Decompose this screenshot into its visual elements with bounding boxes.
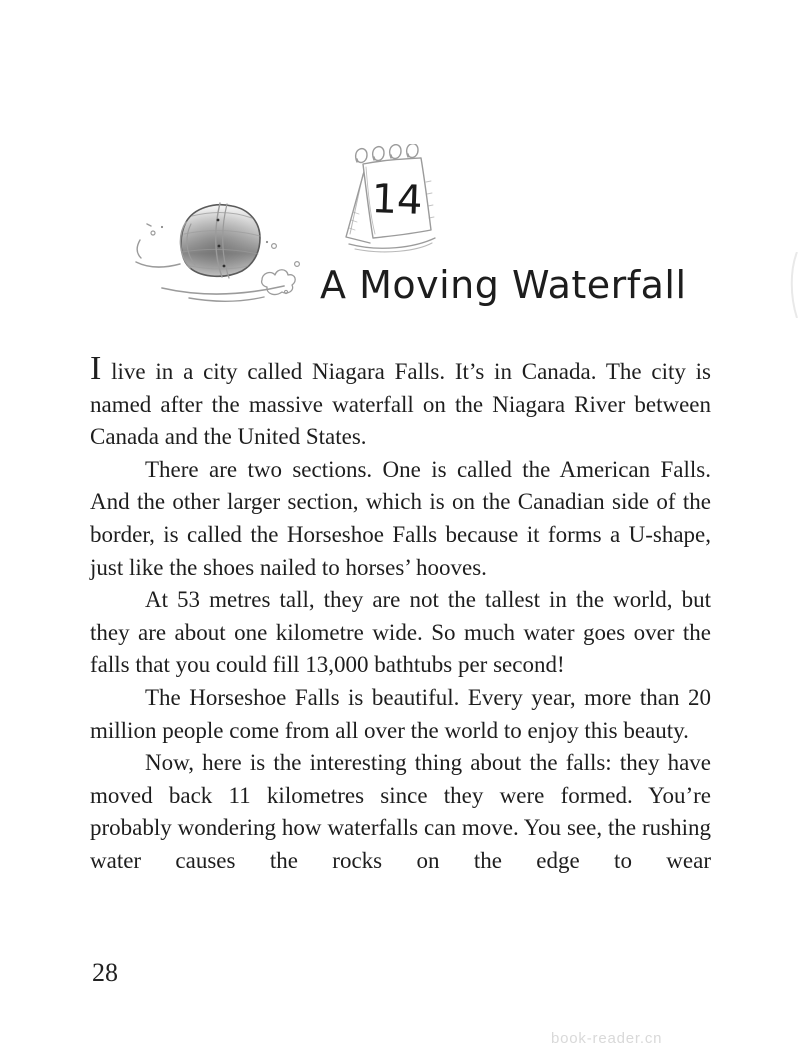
paragraph-1 (90, 350, 711, 454)
paragraph-2: There are two sections. One is called the American Falls. And the other larger section, which is on the Canadian side of the border, is called the Horseshoe Falls because it forms a U-shape, just like the shoes nailed to horses’ hooves. (90, 456, 711, 580)
chapter-number: 14 (370, 176, 424, 224)
paragraph-4: The Horseshoe Falls is beautiful. Every year, more than 20 million people come from all over the world to enjoy this beauty. (90, 684, 711, 743)
initial-capital: I (90, 350, 102, 387)
page-number: 28 (92, 958, 118, 987)
paragraph-1-text: live in a city called Niagara Falls. It’s in Canada. The city is named after the massive waterfall on the Niagara River between Canada and the United States. (90, 359, 711, 450)
paragraph-5: Now, here is the interesting thing about the falls: they have moved back 11 kilometres since they were formed. You’re probably wondering how waterfalls can move. You see, the rushing water causes the rocks on the edge to wear (90, 750, 711, 873)
chapter-title: A Moving Waterfall (320, 263, 687, 307)
paragraph-3: At 53 metres tall, they are not the tallest in the world, but they are about one kilometre wide. So much water goes over the falls that you could fill 13,000 bathtubs per second! (90, 587, 711, 678)
watermark-text: book-reader.cn (551, 1030, 663, 1047)
calendar-icon (339, 144, 441, 256)
body-text (90, 350, 711, 878)
barrel-illustration-icon (134, 200, 306, 308)
page-edge-scan-artifact (785, 252, 799, 318)
